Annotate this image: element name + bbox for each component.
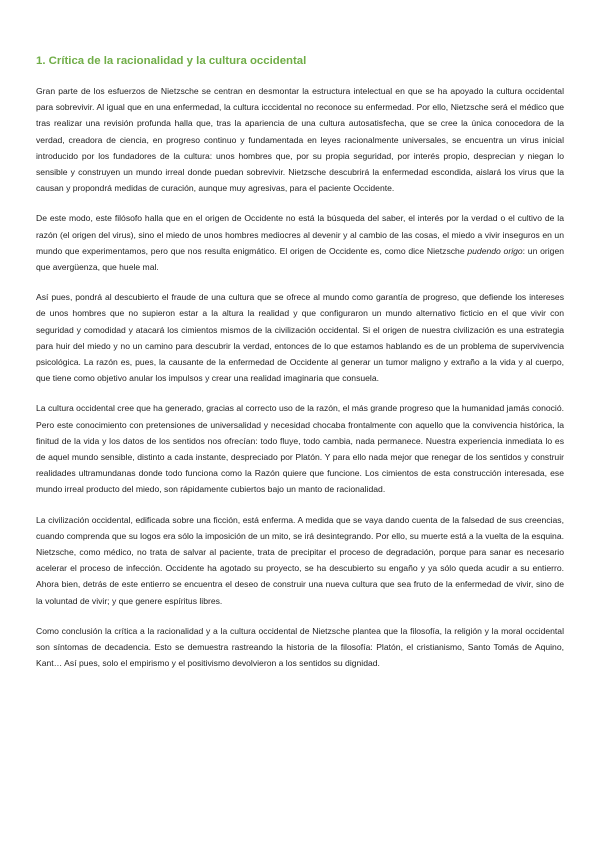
- paragraph-6: Como conclusión la crítica a la racionalidad y a la cultura occidental de Nietzsche plantea que la filosofía, la religión y la moral occidental son síntomas de decadencia. Esto se demuestra rastreando la historia de la filosofía: Platón, el cristianismo, Santo Tomás de Aquino, Kant… Así pues, solo el empirismo y el positivismo devolvieron a los sentidos su dignidad.: [36, 625, 564, 669]
- paragraph-4: La cultura occidental cree que ha generado, gracias al correcto uso de la razón, el más grande progreso que la humanidad jamás conoció. Pero este conocimiento con pretensiones de universalidad y necesidad chocaba frontalmente con aquello que la convivencia histórica, la finitud de la vida y los datos de los sentidos nos ofrecían: todo fluye, todo cambia, nada permanece. Nuestra experiencia inmediata lo es de aquel mundo sensible, distinto a cada instante, despreciado por Platón. Y para ello nada mejor que renegar de los sentidos y construir realidades ultramundanas donde todo funciona como la Razón quiere que funcione. Los cimientos de esta construcción interesada, ese mundo irreal producto del miedo, son rápidamente cubiertos bajo un manto de racionalidad.: [36, 403, 564, 495]
- paragraph-2: [36, 210, 564, 275]
- paragraph-5: La civilización occidental, edificada sobre una ficción, está enferma. A medida que se vaya dando cuenta de la falsedad de sus creencias, cuando comprenda que su logos era sólo la imposición de un mito, se irá desintegrando. Por ello, su muerte está a la vuelta de la esquina. Nietzsche, como médico, no trata de salvar al paciente, trata de precipitar el proceso de degradación, porque para sanar es necesario acelerar el proceso de infección. Occidente ha agotado su proyecto, se ha descubierto su engaño y ya sólo queda acudir a su entierro. Ahora bien, detrás de este entierro se encuentra el deseo de construir una nueva cultura que sea fruto de la enfermedad de vivir, sino de la voluntad de vivir; y que genere espíritus libres.: [36, 514, 564, 606]
- paragraph-2-italic-term: pudendo origo: [467, 245, 523, 256]
- paragraph-2-text-before: De este modo, este filósofo halla que en el origen de Occidente no está la búsqueda del saber, el interés por la verdad o el cultivo de la razón (el origen del virus), sino el miedo de unos hombres mediocres al devenir y al cambio de las cosas, el miedo a vivir inseguros en un mundo que experimentamos, pero que nos resulta enigmático. El origen de Occidente es, como dice Nietzsche: [36, 213, 564, 256]
- paragraph-1: Gran parte de los esfuerzos de Nietzsche se centran en desmontar la estructura intelectual en que se ha apoyado la cultura occidental para sobrevivir. Al igual que en una enfermedad, la cultura icccidental no reconoce su enfermedad. Por ello, Nietzsche será el médico que tras realizar una revisión profunda halla que, tras la apariencia de una cultura autosatisfecha, que se cree la única conocedora de la verdad, creadora de ciencia, en progreso continuo y fundamentada en leyes racionalmente universales, se encuentra un virus inicial introducido por los fundadores de la cultura: unos hombres que, por su propia seguridad, por interés propio, desprecian y niegan lo sensible y construyen un mundo irreal donde puedan sobrevivir. Nietzsche descubrirá la enfermedad escondida, aislará los virus que la causan y propondrá medidas de curación, aunque muy agresivas, para el paciente Occidente.: [36, 86, 564, 194]
- document-content: [36, 54, 564, 672]
- paragraph-3: Así pues, pondrá al descubierto el fraude de una cultura que se ofrece al mundo como garantía de progreso, que defiende los intereses de unos hombres que no supieron estar a la altura la realidad y que configuraron un mundo alternativo ficticio en el que vivir con seguridad y comodidad y atacará los cimientos mismos de la civilización occidental. Si el origen de nuestra civilización es una estrategia para huir del miedo y no un camino para descubrir la verdad, entonces de lo que estamos hablando es de un problema de supervivencia psicológica. La razón es, pues, la causante de la enfermedad de Occidente al generar un tumor maligno y extraño a la vida y al cuerpo, que tiene como objetivo anular los impulsos y crear una realidad imaginaria que consuela.: [36, 292, 564, 384]
- section-heading: 1. Crítica de la racionalidad y la cultura occidental: [36, 55, 307, 67]
- paragraph-2-text-after: : un origen que avergüenza, que huele mal.: [36, 245, 564, 273]
